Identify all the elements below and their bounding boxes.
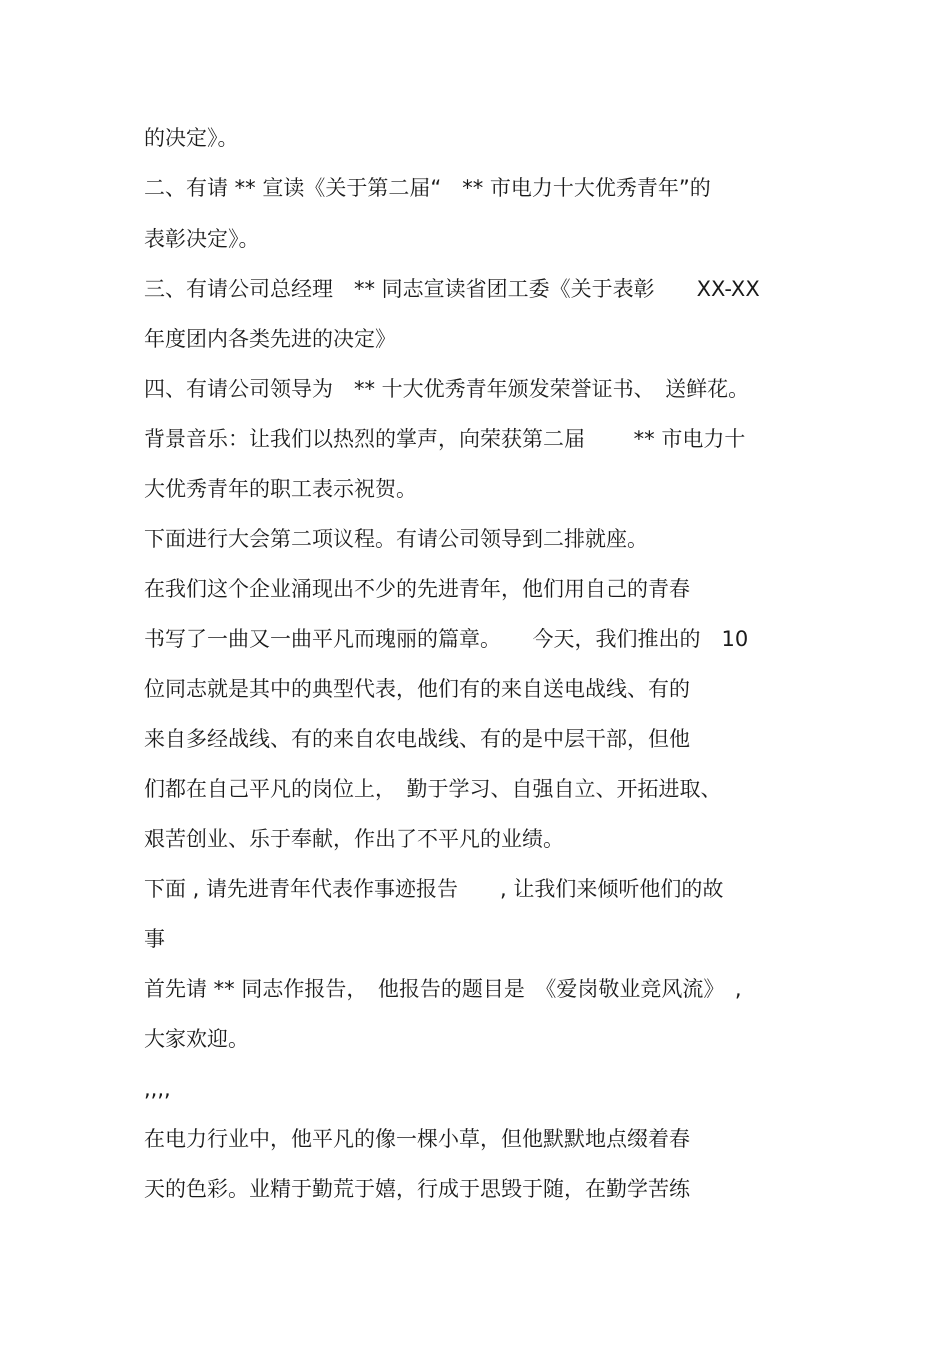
text-line: 位同志就是其中的典型代表，他们有的来自送电战线、有的 (144, 677, 690, 701)
text-line: 艰苦创业、乐于奉献，作出了不平凡的业绩。 (144, 827, 564, 851)
text-line: 们都在自己平凡的岗位上， 勤于学习、自强自立、开拓进取、 (144, 777, 722, 801)
text-line: 的决定》。 (144, 126, 239, 150)
text-line: 大优秀青年的职工表示祝贺。 (144, 477, 417, 501)
text-line: 下面 , 请先进青年代表作事迹报告 , 让我们来倾听他们的故 (144, 877, 724, 901)
text-line: 下面进行大会第二项议程。有请公司领导到二排就座。 (144, 527, 648, 551)
text-line: 首先请 ** 同志作报告， 他报告的题目是 《爱岗敬业竞风流》 , (144, 977, 742, 1001)
text-line: 四、有请公司领导为 ** 十大优秀青年颁发荣誉证书、 送鲜花。 (144, 377, 750, 401)
text-line: 表彰决定》。 (144, 227, 260, 251)
text-line: 来自多经战线、有的来自农电战线、有的是中层干部，但他 (144, 727, 690, 751)
text-line: 三、有请公司总经理 ** 同志宣读省团工委《关于表彰 XX-XX (144, 277, 760, 301)
text-line: 二、有请 ** 宣读《关于第二届“ ** 市电力十大优秀青年”的 (144, 176, 711, 200)
text-line: 背景音乐：让我们以热烈的掌声，向荣获第二届 ** 市电力十 (144, 427, 746, 451)
text-line: 年度团内各类先进的决定》 (144, 327, 396, 351)
text-line: 事 (144, 927, 165, 951)
text-line: ,,,, (144, 1077, 171, 1101)
text-line: 在我们这个企业涌现出不少的先进青年，他们用自己的青春 (144, 577, 690, 601)
text-line: 大家欢迎。 (144, 1027, 249, 1051)
text-line: 在电力行业中，他平凡的像一棵小草，但他默默地点缀着春 (144, 1127, 690, 1151)
text-line: 书写了一曲又一曲平凡而瑰丽的篇章。 今天，我们推出的 10 (144, 627, 749, 651)
text-line: 天的色彩。业精于勤荒于嬉，行成于思毁于随，在勤学苦练 (144, 1177, 690, 1201)
